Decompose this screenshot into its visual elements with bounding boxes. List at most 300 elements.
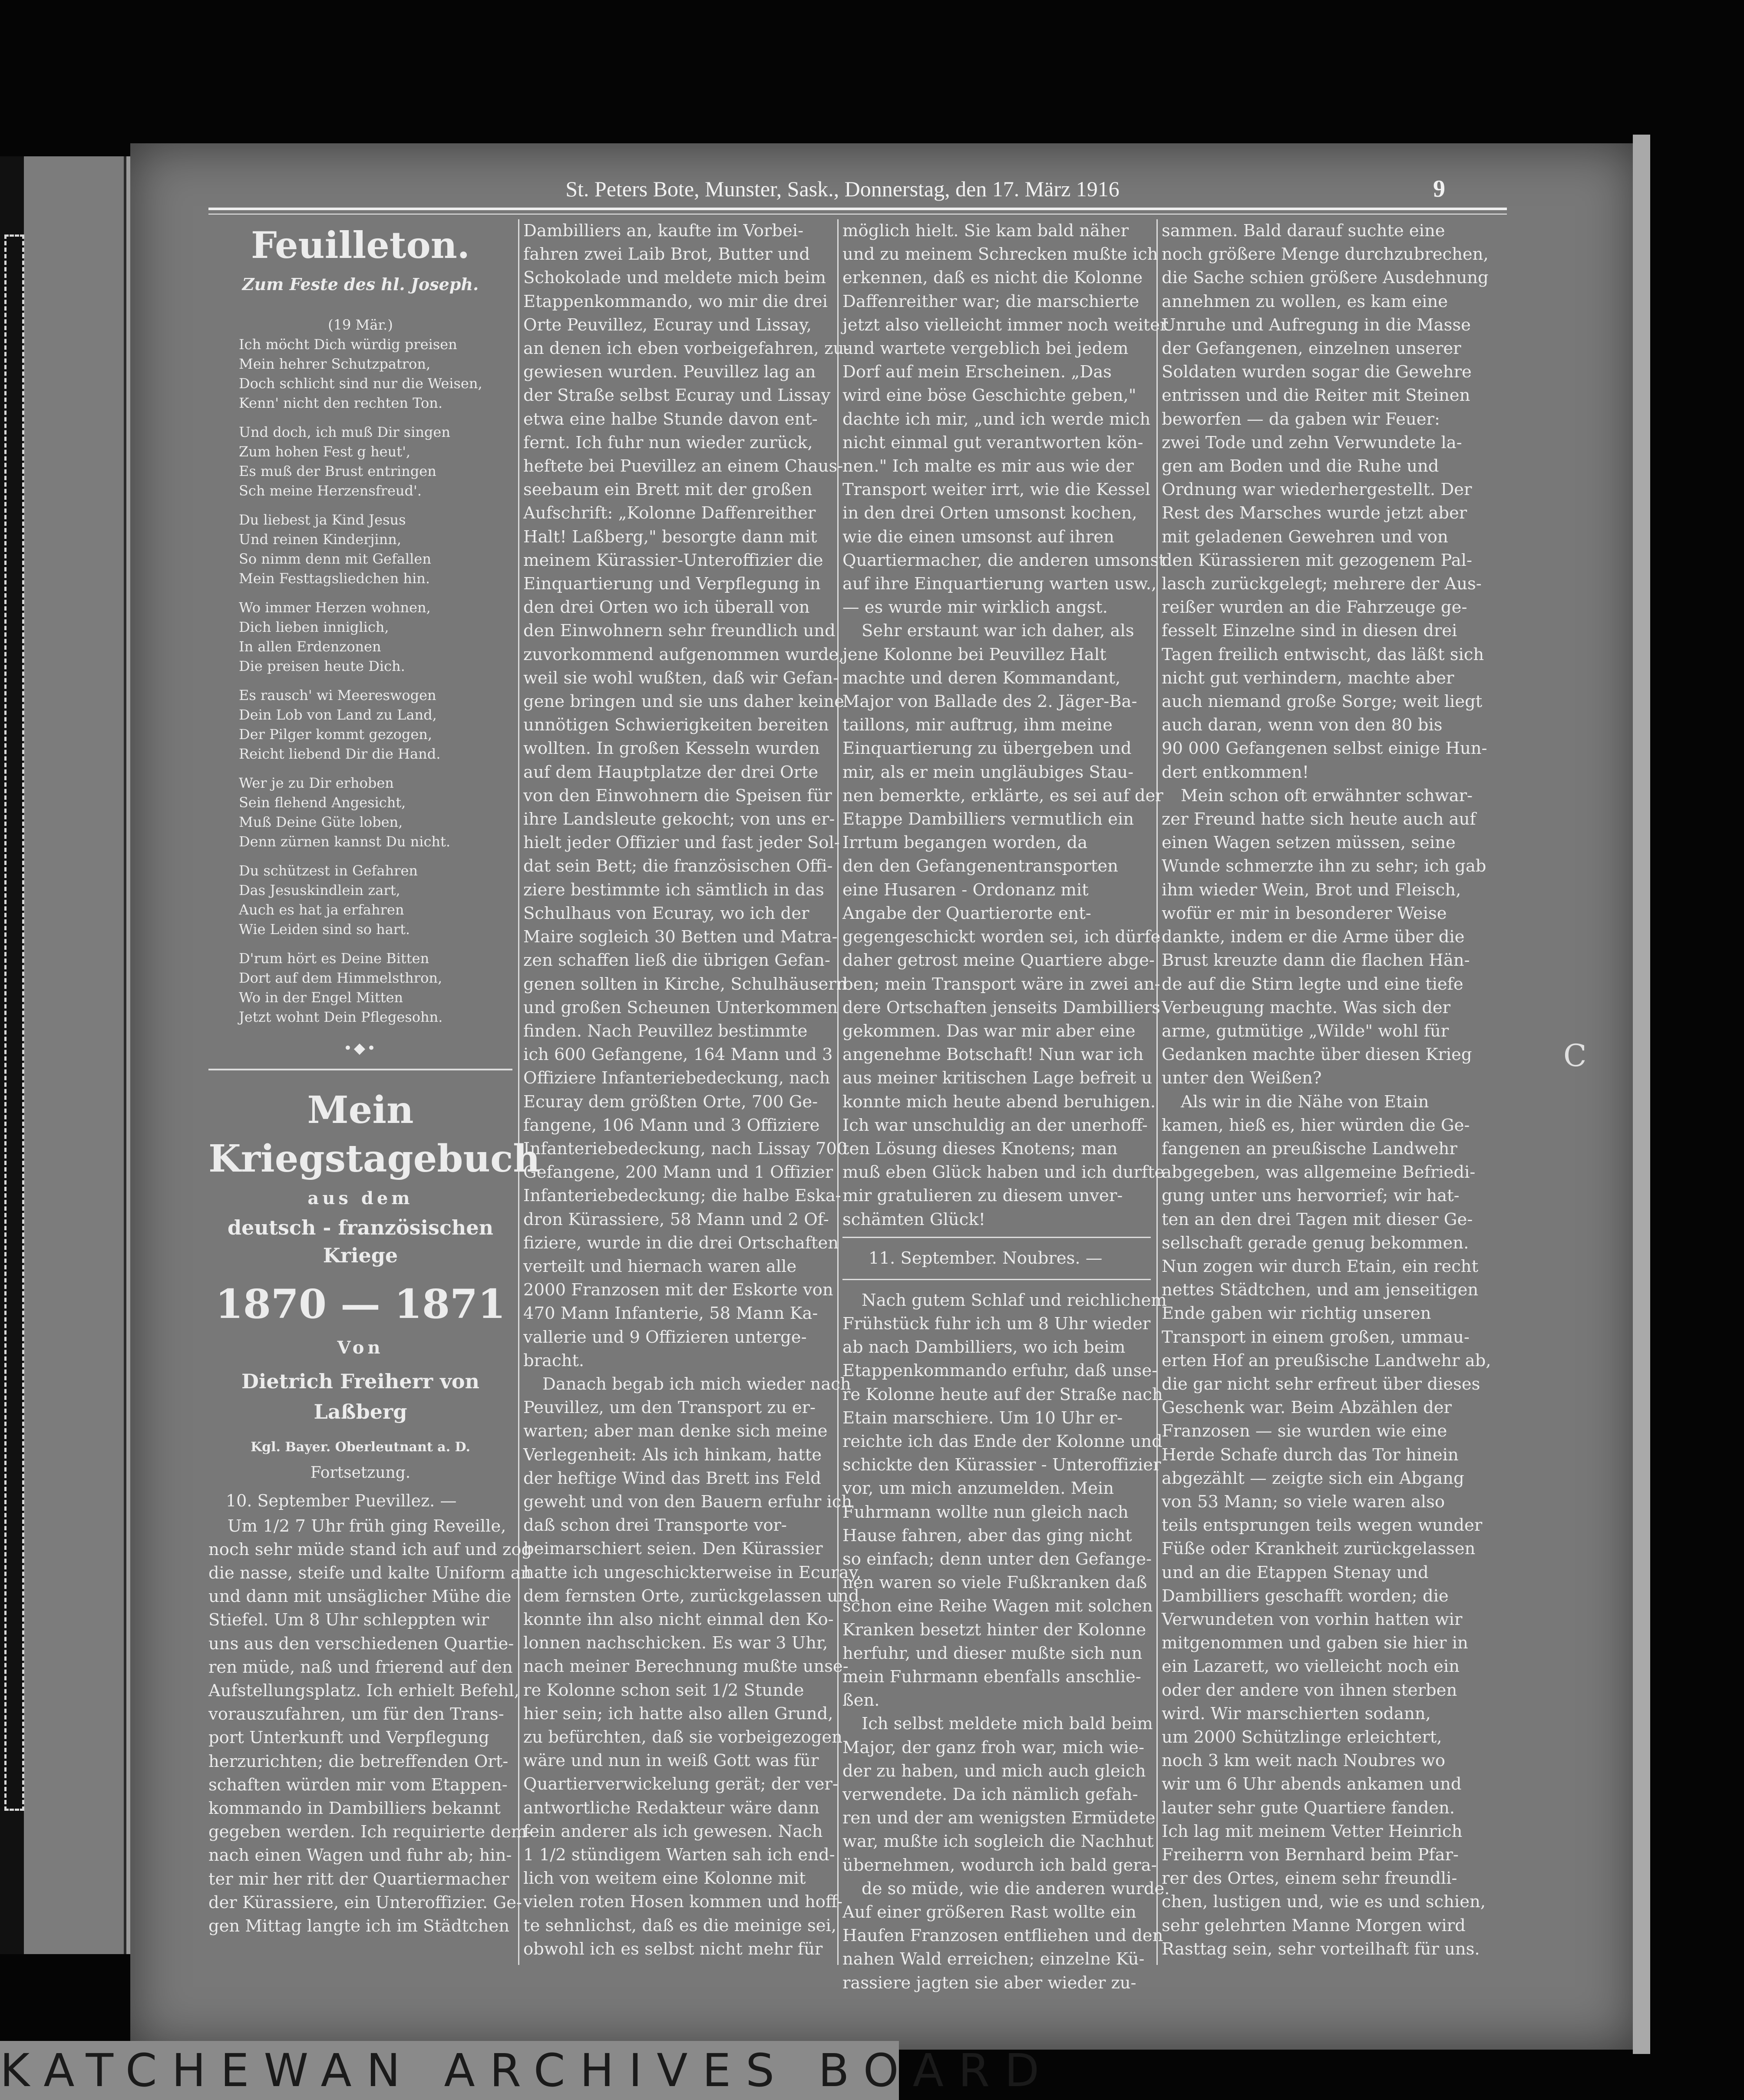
poem-line: Das Jesuskindlein zart, [239,882,400,898]
text-line: lich von weitem eine Kolonne mit [523,1869,806,1889]
column-divider [518,219,519,1965]
text-line: der zu haben, und mich auch gleich [842,1761,1146,1781]
header-rule-thin [208,214,1507,215]
text-line: gegeben werden. Ich requirierte dem- [208,1822,533,1842]
text-line: den drei Orten wo ich überall von [523,598,810,617]
poem-line: Wie Leiden sind so hart. [239,921,410,938]
text-line: warten; aber man denke sich meine [523,1421,828,1441]
text-line: und großen Scheunen Unterkommen [523,997,838,1017]
text-line: gung unter uns hervorrief; wir hat- [1162,1186,1460,1206]
text-line: rer des Ortes, einem sehr freundli- [1162,1869,1457,1889]
poem-line: Es muß der Brust entringen [239,463,436,479]
text-line: zen schaffen ließ die übrigen Gefan- [523,951,830,971]
text-line: antwortliche Redakteur wäre dann [523,1798,820,1818]
text-line: beworfen — da gaben wir Feuer: [1162,409,1440,429]
text-line: Freiherrn von Bernhard beim Pfar- [1162,1845,1459,1865]
column-4-text [1162,219,1491,1961]
text-line: Transport in einem großen, ummau- [1162,1327,1470,1347]
diary-years [208,1278,512,1330]
text-line: nen." Ich malte es mir aus wie der [842,456,1134,476]
text-line: vorauszufahren, um für den Trans- [208,1704,504,1724]
text-line: nicht gut verhindern, machte aber [1162,668,1454,688]
text-line: Frühstück fuhr ich um 8 Uhr wieder [842,1314,1151,1334]
text-line: fahren zwei Laib Brot, Butter und [523,244,810,264]
text-line: gegengeschickt worden sei, ich dürfe [842,927,1161,947]
text-line: wir um 6 Uhr abends ankamen und [1162,1774,1462,1794]
text-line: konnte ihn also nicht einmal den Ko- [523,1609,834,1629]
page-number: 9 [1433,175,1445,202]
text-line: jene Kolonne bei Peuvillez Halt [842,644,1107,664]
text-line: fangene, 106 Mann und 3 Offiziere [523,1115,820,1135]
text-line: etwa eine halbe Stunde davon ent- [523,409,818,429]
poem-line: Kenn' nicht den rechten Ton. [239,395,443,411]
aus-dem: aus dem [307,1188,413,1209]
section-heading-2: 11. September. Noubres. — [869,1248,1103,1268]
text-line: gene bringen und sie uns daher keine [523,692,844,712]
text-line: von den Einwohnern die Speisen für [523,786,832,806]
text-line: Ende gaben wir richtig unseren [1162,1304,1431,1324]
text-line: sammen. Bald darauf suchte eine [1162,221,1445,241]
text-line: arme, gutmütige „Wilde" wohl für [1162,1021,1449,1041]
text-line: noch 3 km weit nach Noubres wo [1162,1751,1446,1771]
text-line: Nun zogen wir durch Etain, ein recht [1162,1256,1479,1276]
text-line: dankte, indem er die Arme über die [1162,927,1465,947]
text-line: lauter sehr gute Quartiere fanden. [1162,1798,1455,1818]
text-line: kommando in Dambilliers bekannt [208,1799,501,1819]
text-line: hatte ich ungeschickterweise in Ecuray, [523,1562,862,1582]
year-end: 1871 [394,1281,506,1328]
text-line: und dann mit unsäglicher Mühe die [208,1587,512,1607]
text-line: Verbeugung machte. Was sich der [1162,997,1451,1017]
text-line: Fuhrmann wollte nun gleich nach [842,1502,1129,1522]
text-line: Stiefel. Um 8 Uhr schleppten wir [208,1610,489,1630]
column-divider [1156,219,1158,1965]
text-line: auf ihre Einquartierung warten usw., [842,574,1157,594]
text-line: 1 1/2 stündigem Warten sah ich end- [523,1845,835,1865]
poem-line: Dich lieben inniglich, [239,619,389,635]
text-line: Major von Ballade des 2. Jäger-Ba- [842,692,1137,712]
poem-line: Du schützest in Gefahren [239,862,418,879]
text-line: sellschaft gerade genug bekommen. [1162,1233,1469,1253]
column-3-text-a [842,219,1168,1232]
text-line: de so müde, wie die anderen wurde. [862,1879,1170,1899]
poem-line: Dort auf dem Himmelsthron, [239,970,443,986]
text-line: auch niemand große Sorge; weit liegt [1162,692,1483,712]
text-line: Um 1/2 7 Uhr früh ging Reveille, [228,1516,506,1536]
poem-line: D'rum hört es Deine Bitten [239,950,429,967]
continued-label: Fortsetzung. [310,1463,411,1482]
text-line: in den drei Orten umsonst kochen, [842,503,1137,523]
author-1: Dietrich Freiherr von [241,1369,479,1393]
page-edge-right [1633,135,1650,2054]
text-line: Nach gutem Schlaf und reichlichem [862,1290,1167,1310]
text-line: die Sache schien größere Ausdehnung [1162,268,1489,288]
text-line: geweht und von den Bauern erfuhr ich [523,1492,852,1512]
text-line: chen, lustigen und, wie es und schien, [1162,1892,1486,1912]
text-line: an denen ich eben vorbeigefahren, zu- [523,339,850,359]
text-line: Dorf auf mein Erscheinen. „Das [842,362,1112,382]
text-line: nettes Städtchen, und am jenseitigen [1162,1280,1479,1300]
ornament: •◆• [343,1040,378,1057]
text-line: vor, um mich anzumelden. Mein [842,1479,1114,1499]
text-line: hier sein; ich hatte also allen Grund, [523,1704,833,1724]
poem-line: Mein Festtagsliedchen hin. [239,570,430,587]
author-2: Laßberg [314,1400,407,1423]
column-3-text-b [842,1289,1170,1995]
text-line: und wartete vergeblich bei jedem [842,339,1129,359]
text-line: Als wir in die Nähe von Etain [1181,1092,1429,1112]
text-line: schämten Glück! [842,1209,986,1229]
text-line: nicht einmal gut verantworten kön- [842,433,1143,452]
text-line: lasch zurückgelegt; mehrere der Aus- [1162,574,1482,594]
text-line: angenehme Botschaft! Nun war ich [842,1045,1144,1065]
text-line: 90 000 Gefangenen selbst einige Hun- [1162,739,1487,759]
text-line: rassiere jagten sie aber wieder zu- [842,1973,1136,1993]
text-line: gen Mittag langte ich im Städtchen [208,1916,509,1936]
poem-stanza [239,598,512,676]
text-line: Füße oder Krankheit zurückgelassen [1162,1539,1476,1559]
text-line: uns aus den verschiedenen Quartie- [208,1634,514,1654]
poem-line: So nimm denn mit Gefallen [239,551,431,567]
text-line: Infanteriebedeckung; die halbe Eska- [523,1186,841,1206]
text-line: Dambilliers an, kaufte im Vorbei- [523,221,804,241]
text-line: beimarschiert seien. Den Kürassier [523,1539,823,1559]
column-2 [523,219,862,1961]
text-line: daher getrost meine Quartiere abge- [842,951,1155,971]
text-line: nahen Wald erreichen; einzelne Kü- [842,1949,1145,1969]
poem-stanza [239,335,512,413]
poem [208,335,512,1027]
diary-subtitle-2: Kriege [323,1244,398,1268]
text-line: der Kürassiere, ein Unteroffizier. Ge- [208,1892,522,1912]
text-line: noch größere Menge durchzubrechen, [1162,244,1489,264]
text-line: auch daran, wenn von den 80 bis [1162,715,1443,735]
text-line: Schulhaus von Ecuray, wo ich der [523,903,809,923]
column-divider [837,219,839,1965]
left-page-sliver [0,156,128,1954]
text-line: taillons, mir auftrug, ihm meine [842,715,1113,735]
text-line: unnötigen Schwierigkeiten bereiten [523,715,829,735]
text-line: der Gefangenen, einzelnen unserer [1162,339,1461,359]
text-line: reißer wurden an die Fahrzeuge ge- [1162,598,1467,617]
text-line: lonnen nachschicken. Es war 3 Uhr, [523,1633,828,1653]
text-line: heftete bei Puevillez an einem Chaus- [523,456,843,476]
text-line: schickte den Kürassier - Unteroffizier [842,1455,1161,1475]
text-line: ßen. [842,1691,880,1710]
text-line: ein Lazarett, wo vielleicht noch ein [1162,1657,1460,1677]
text-line: 2000 Franzosen mit der Eskorte von [523,1280,833,1300]
text-line: wird eine böse Geschichte geben," [842,386,1136,406]
text-line: die gar nicht sehr erfreut über dieses [1162,1374,1480,1394]
author-rank: Kgl. Bayer. Oberleutnant a. D. [251,1439,470,1455]
text-line: Sehr erstaunt war ich daher, als [862,621,1134,641]
poem-line: Ich möcht Dich würdig preisen [239,336,457,353]
text-line: Einquartierung und Verpflegung in [523,574,821,594]
text-line: dert entkommen! [1162,762,1309,782]
text-line: gen am Boden und die Ruhe und [1162,456,1439,476]
text-line: seebaum ein Brett mit der großen [523,480,813,500]
text-line: muß eben Glück haben und ich durfte [842,1162,1165,1182]
text-line: mir gratulieren zu diesem unver- [842,1186,1123,1206]
poem-line: Es rausch' wi Meereswogen [239,687,436,703]
von: Von [337,1337,384,1358]
text-line: Ich selbst meldete mich bald beim [862,1714,1153,1734]
text-line: Etappe Dambilliers vermutlich ein [842,809,1134,829]
text-line: die nasse, steife und kalte Uniform an [208,1563,532,1583]
text-line: hielt jeder Offizier und fast jeder Sol- [523,833,840,853]
text-line: zu befürchten, daß sie vorbeigezogen [523,1727,842,1747]
text-line: ich 600 Gefangene, 164 Mann und 3 [523,1045,833,1065]
diary-subtitle-1: deutsch - französischen [227,1216,494,1240]
text-line: port Unterkunft und Verpflegung [208,1728,489,1748]
text-line: dachte ich mir, „und ich werde mich [842,409,1151,429]
text-line: Angabe der Quartierorte ent- [842,903,1091,923]
text-line: ren müde, naß und frierend auf den [208,1657,513,1677]
text-line: mitgenommen und gaben sie hier in [1162,1633,1468,1653]
text-line: 470 Mann Infanterie, 58 Mann Ka- [523,1304,818,1324]
text-line: konnte mich heute abend beruhigen. [842,1092,1156,1112]
text-line: nen waren so viele Fußkranken daß [842,1573,1147,1593]
text-line: Aufschrift: „Kolonne Daffenreither [523,503,816,523]
text-line: weil sie wohl wußten, daß wir Gefan- [523,668,839,688]
text-line: nach meiner Berechnung mußte unse- [523,1657,849,1677]
text-line: erten Hof an preußische Landwehr ab, [1162,1350,1491,1370]
text-line: abgegeben, was allgemeine Befriedi- [1162,1162,1476,1182]
text-line: und zu meinem Schrecken mußte ich [842,244,1158,264]
text-line: wollten. In großen Kesseln wurden [523,739,820,759]
text-line: Ordnung war wiederhergestellt. Der [1162,480,1472,500]
text-line: re Kolonne schon seit 1/2 Stunde [523,1680,804,1700]
text-line: Ich lag mit meinem Vetter Heinrich [1162,1821,1463,1841]
text-line: eine Husaren - Ordonanz mit [842,880,1089,900]
text-line: Auf einer größeren Rast wollte ein [842,1902,1136,1922]
text-line: nach einen Wagen und fuhr ab; hin- [208,1846,512,1866]
column-4 [1162,219,1491,1961]
text-line: Gefangene, 200 Mann und 1 Offizier [523,1162,833,1182]
text-line: zuvorkommend aufgenommen wurde, [523,644,844,664]
text-line: wofür er mir in besonderer Weise [1162,903,1447,923]
text-line: schon eine Reihe Wagen mit solchen [842,1596,1153,1616]
poem-line: In allen Erdenzonen [239,638,381,655]
text-line: war, mußte ich sogleich die Nachhut [842,1832,1154,1852]
text-line: Irrtum begangen worden, da [842,833,1088,853]
section-heading-1: 10. September Puevillez. — [226,1491,457,1510]
text-line: ben; mein Transport wäre in zwei an- [842,974,1160,994]
text-line: fesselt Einzelne sind in diesen drei [1162,621,1457,641]
text-line: herzurichten; die betreffenden Ort- [208,1751,509,1771]
text-line: verteilt und hiernach waren alle [523,1256,797,1276]
text-line: gewiesen wurden. Peuvillez lag an [523,362,816,382]
text-line: Orte Peuvillez, Ecuray und Lissay, [523,315,812,335]
text-line: den Einwohnern sehr freundlich und [523,621,836,641]
text-line: Gedanken machte über diesen Krieg [1162,1045,1472,1065]
text-line: Schokolade und meldete mich beim [523,268,826,288]
text-line: re Kolonne heute auf der Straße nach [842,1384,1163,1404]
text-line: um 2000 Schützlinge erleichtert, [1162,1727,1442,1747]
text-line: Etappenkommando erfuhr, daß unse- [842,1361,1158,1381]
text-line: fernt. Ich fuhr nun wieder zurück, [523,433,813,452]
text-line: Herde Schafe durch das Tor hinein [1162,1445,1459,1465]
border-frame [4,234,24,1811]
text-line: dere Ortschaften jenseits Dambilliers [842,997,1160,1017]
text-line: dem fernsten Orte, zurückgelassen und [523,1586,859,1606]
poem-line: Doch schlicht sind nur die Weisen, [239,375,482,392]
text-line: zwei Tode und zehn Verwundete la- [1162,433,1462,452]
text-line: te sehnlichst, daß es die meinige sei, [523,1915,837,1935]
poem-line: Wo immer Herzen wohnen, [239,599,431,616]
text-line: ab nach Dambilliers, wo ich beim [842,1337,1126,1357]
text-line: Rasttag sein, sehr vorteilhaft für uns. [1162,1939,1480,1959]
text-line: von 53 Mann; so viele waren also [1162,1492,1445,1512]
poem-line: Jetzt wohnt Dein Pflegesohn. [239,1009,443,1025]
text-line: wäre und nun in weiß Gott was für [523,1751,819,1771]
text-line: Franzosen — sie wurden wie eine [1162,1421,1447,1441]
text-line: Quartiermacher, die anderen umsonst [842,550,1166,570]
text-line: abgezählt — zeigte sich ein Abgang [1162,1468,1464,1488]
feuilleton-title: Feuilleton. [251,224,470,267]
text-line: Unruhe und Aufregung in die Masse [1162,315,1471,335]
text-line: — es wurde mir wirklich angst. [842,598,1108,617]
text-line: Transport weiter irrt, wie die Kessel [842,480,1150,500]
poem-line: Dein Lob von Land zu Land, [239,707,437,723]
poem-stanza [239,773,512,852]
poem-line: Wer je zu Dir erhoben [239,775,394,791]
text-line: genen sollten in Kirche, Schulhäusern [523,974,847,994]
text-line: Quartierverwickelung gerät; der ver- [523,1774,838,1794]
poem-line: Auch es hat ja erfahren [239,901,404,918]
text-line: finden. Nach Peuvillez bestimmte [523,1021,808,1041]
text-line: reichte ich das Ende der Kolonne und [842,1431,1163,1451]
text-line: den den Gefangenentransporten [842,856,1118,876]
text-line: mit geladenen Gewehren und von [1162,527,1448,547]
text-line: vielen roten Hosen kommen und hoff- [523,1892,842,1912]
column-2-text [523,219,862,1961]
text-line: den Kürassieren mit gezogenem Pal- [1162,550,1472,570]
poem-stanza [239,510,512,588]
text-line: erkennen, daß es nicht die Kolonne [842,268,1143,288]
text-line: auf dem Hauptplatze der drei Orte [523,762,819,782]
text-line: Daffenreither war; die marschierte [842,291,1140,311]
text-line: wird. Wir marschierten sodann, [1162,1704,1431,1724]
poem-line: Und reinen Kinderjinn, [239,531,402,548]
year-start: 1870 [215,1281,327,1328]
text-line: möglich hielt. Sie kam bald näher [842,221,1129,241]
text-line: mir, als er mein ungläubiges Stau- [842,762,1134,782]
text-line: Verlegenheit: Als ich hinkam, hatte [523,1445,822,1465]
poem-line: Zum hohen Fest g heut', [239,443,411,460]
diary-title-2: Kriegstagebuch [208,1137,540,1181]
text-line: einen Wagen setzen müssen, seine [1162,833,1456,853]
poem-title: Zum Feste des hl. Joseph. [242,274,479,294]
poem-line: Du liebest ja Kind Jesus [239,512,406,528]
column-3 [842,219,1170,1995]
column-1-text [208,1515,533,1938]
text-line: obwohl ich es selbst nicht mehr für [523,1939,823,1959]
text-line: Offiziere Infanteriebedeckung, nach [523,1068,830,1088]
text-line: kamen, hieß es, hier würden die Ge- [1162,1115,1470,1135]
text-line: Haufen Franzosen entfliehen und den [842,1926,1163,1946]
year-dash: — [340,1281,380,1328]
text-line: meinem Kürassier-Unteroffizier die [523,550,823,570]
archive-strip: KATCHEWAN ARCHIVES BOARD [0,2041,899,2100]
text-line: so einfach; denn unter den Gefange- [842,1549,1152,1569]
text-line: fein anderer als ich gewesen. Nach [523,1821,823,1841]
text-line: ihm wieder Wein, Brot und Fleisch, [1162,880,1461,900]
text-line: bracht. [523,1350,585,1370]
text-line: Brust kreuzte dann die flachen Hän- [1162,951,1470,971]
text-line: Wunde schmerzte ihn zu sehr; ich gab [1162,856,1486,876]
text-line: nen bemerkte, erklärte, es sei auf der [842,786,1163,806]
text-line: schaften würden mir vom Etappen- [208,1775,508,1795]
poem-line: Wo in der Engel Mitten [239,989,403,1006]
text-line: herfuhr, und dieser mußte sich nun [842,1643,1143,1663]
text-line: mein Fuhrmann ebenfalls anschlie- [842,1667,1141,1687]
text-line: ten an den drei Tagen mit dieser Ge- [1162,1209,1473,1229]
text-line: verwendete. Da ich nämlich gefah- [842,1785,1138,1804]
text-line: Soldaten wurden sogar die Gewehre [1162,362,1472,382]
text-line: übernehmen, wodurch ich bald gera- [842,1855,1157,1875]
text-line: jetzt also vielleicht immer noch weiter [842,315,1168,335]
text-line: Ecuray dem größten Orte, 700 Ge- [523,1092,818,1112]
text-line: noch sehr müde stand ich auf und zog [208,1539,532,1559]
text-line: fiziere, wurde in die drei Ortschaften [523,1233,839,1253]
poem-stanza [239,949,512,1027]
column-1 [208,219,540,1938]
text-line: wie die einen umsonst auf ihren [842,527,1114,547]
text-line: ziere bestimmte ich sämtlich in das [523,880,824,900]
text-line: Geschenk war. Beim Abzählen der [1162,1398,1452,1418]
text-line: gekommen. Das war mir aber eine [842,1021,1136,1041]
text-line: Tagen freilich entwischt, das läßt sich [1162,644,1484,664]
header-rule [208,208,1507,210]
poem-stanza [239,686,512,764]
text-line: aus meiner kritischen Lage befreit u [842,1068,1153,1088]
text-line: de auf die Stirn legte und eine tiefe [1162,974,1463,994]
text-line: vallerie und 9 Offizieren unterge- [523,1327,807,1347]
text-line: ren und der am wenigsten Ermüdete [842,1808,1156,1828]
text-line: ter mir her ritt der Quartiermacher [208,1869,509,1889]
poem-date: (19 Mär.) [328,317,393,333]
text-line: machte und deren Kommandant, [842,668,1121,688]
text-line: annehmen zu wollen, es kam eine [1162,291,1448,311]
poem-line: Mein hehrer Schutzpatron, [239,356,431,372]
text-line: Peuvillez, um den Transport zu er- [523,1398,816,1418]
text-line: Rest des Marsches wurde jetzt aber [1162,503,1467,523]
text-line: Infanteriebedeckung, nach Lissay 700 [523,1139,848,1159]
poem-stanza [239,423,512,501]
text-line: teils entsprungen teils wegen wunder [1162,1516,1483,1535]
text-line: Mein schon oft erwähnter schwar- [1181,786,1473,806]
text-line: unter den Weißen? [1162,1068,1322,1088]
text-line: Etappenkommando, wo mir die drei [523,291,828,311]
text-line: Halt! Laßberg," besorgte dann mit [523,527,817,547]
poem-line: Sch meine Herzensfreud'. [239,482,422,499]
poem-line: Die preisen heute Dich. [239,658,405,674]
text-line: Danach begab ich mich wieder nach [542,1374,851,1394]
text-line: Maire sogleich 30 Betten und Matra- [523,927,838,947]
text-line: der Straße selbst Ecuray und Lissay [523,386,831,406]
text-line: daß schon drei Transporte vor- [523,1516,787,1535]
text-line: fangenen an preußische Landwehr [1162,1139,1457,1159]
text-line: ihre Landsleute gekocht; von uns er- [523,809,835,829]
text-line: Etain marschiere. Um 10 Uhr er- [842,1408,1123,1428]
text-line: Dambilliers geschafft worden; die [1162,1586,1449,1606]
poem-line: Der Pilger kommt gezogen, [239,726,433,743]
diary-title-1: Mein [307,1088,414,1133]
text-line: ten Lösung dieses Knotens; man [842,1139,1118,1159]
masthead: St. Peters Bote, Munster, Sask., Donnerstag, den 17. März 1916 [565,177,1120,201]
text-line: Aufstellungsplatz. Ich erhielt Befehl, [208,1681,519,1701]
